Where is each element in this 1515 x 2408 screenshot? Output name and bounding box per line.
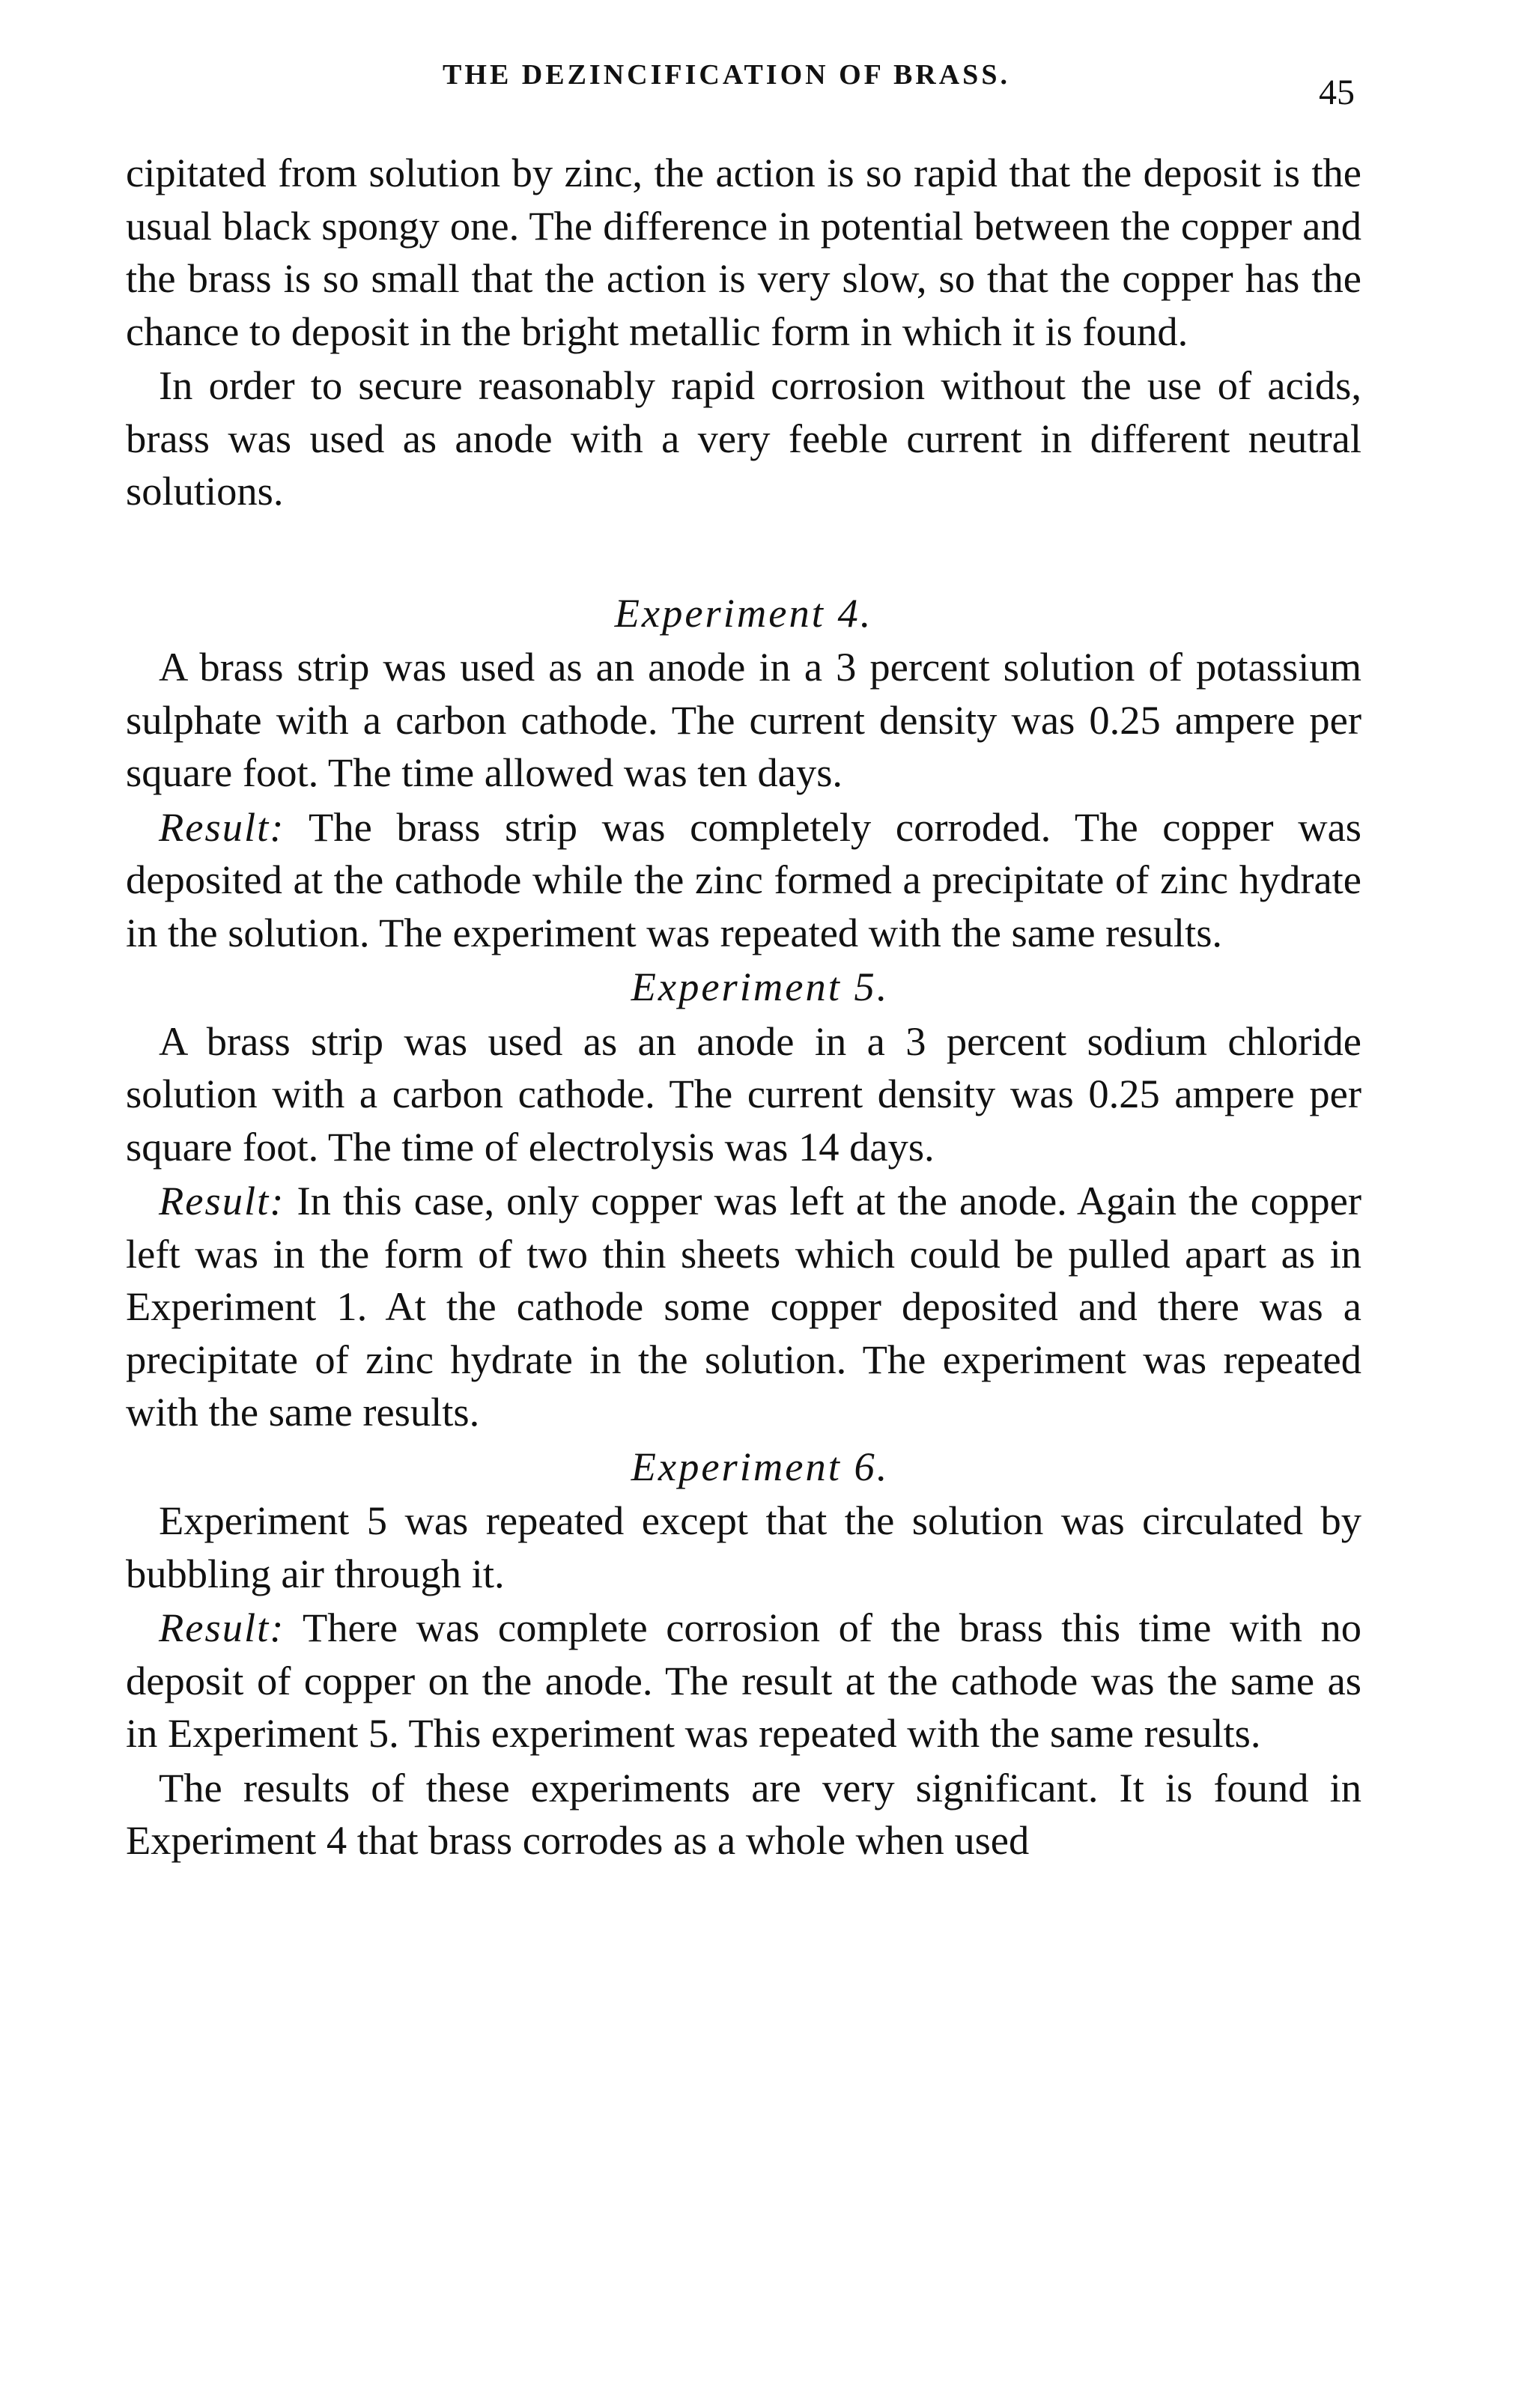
experiment-4-description: A brass strip was used as an anode in a 3 percent solution of potassium sulphate with a carbon cathode. The current density was 0.25 ampere per square foot. The time allowed was ten days. [126, 644, 1361, 795]
experiment-4-result-text: The brass strip was completely corroded. The copper was deposited at the cathode while the zinc formed a precipitate of zinc hydrate in the solution. The experiment was repeated with the same results. [126, 803, 1361, 955]
experiment-5-heading: Experiment 5. [631, 964, 890, 1009]
body-text [126, 147, 1361, 1867]
experiment-6-result-text: There was complete corrosion of the brass this time with no deposit of copper on the anode. The result at the cathode was the same as in Experiment 5. This experiment was repeated with the same results. [126, 1605, 1361, 1756]
experiment-6-result-label: Result: [159, 1605, 285, 1650]
page-number: 45 [1319, 73, 1355, 112]
experiment-6-description: Experiment 5 was repeated except that the solution was circulated by bubbling air through it. [126, 1498, 1361, 1596]
experiment-4-heading: Experiment 4. [614, 589, 873, 636]
experiment-5-description: A brass strip was used as an anode in a 3 percent sodium chloride solution with a carbon cathode. The current density was 0.25 ampere per square foot. The time of electrolysis was 14 days. [126, 1018, 1361, 1170]
experiment-6-heading: Experiment 6. [631, 1443, 890, 1489]
experiment-5-result-text: In this case, only copper was left at the anode. Again the copper left was in the form of two thin sheets which could be pulled apart as in Experiment 1. At the cathode some copper deposited and there was a precipitate of zinc hydrate in the solution. The experiment was repeated with the same results. [126, 1178, 1361, 1435]
experiment-5-result-label: Result: [159, 1178, 285, 1223]
experiment-5-result [126, 1175, 1361, 1439]
experiment-4-result [126, 801, 1361, 960]
experiment-4-result-label: Result: [159, 803, 285, 850]
closing-paragraph: The results of these experiments are very significant. It is found in Experiment 4 that brass corrodes as a whole when used [126, 1764, 1361, 1863]
intro-paragraph-2: In order to secure reasonably rapid corrosion without the use of acids, brass was used as anode with a very feeble current in different neutral solutions. [126, 362, 1361, 514]
running-head: THE DEZINCIFICATION OF BRASS. [443, 59, 1010, 91]
intro-paragraph-1: cipitated from solution by zinc, the action is so rapid that the deposit is the usual black spongy one. The difference in potential between the copper and the brass is so small that the action is very slow, so that the copper has the chance to deposit in the bright metallic form in which it is found. [126, 150, 1361, 354]
experiment-6-result [126, 1602, 1361, 1760]
